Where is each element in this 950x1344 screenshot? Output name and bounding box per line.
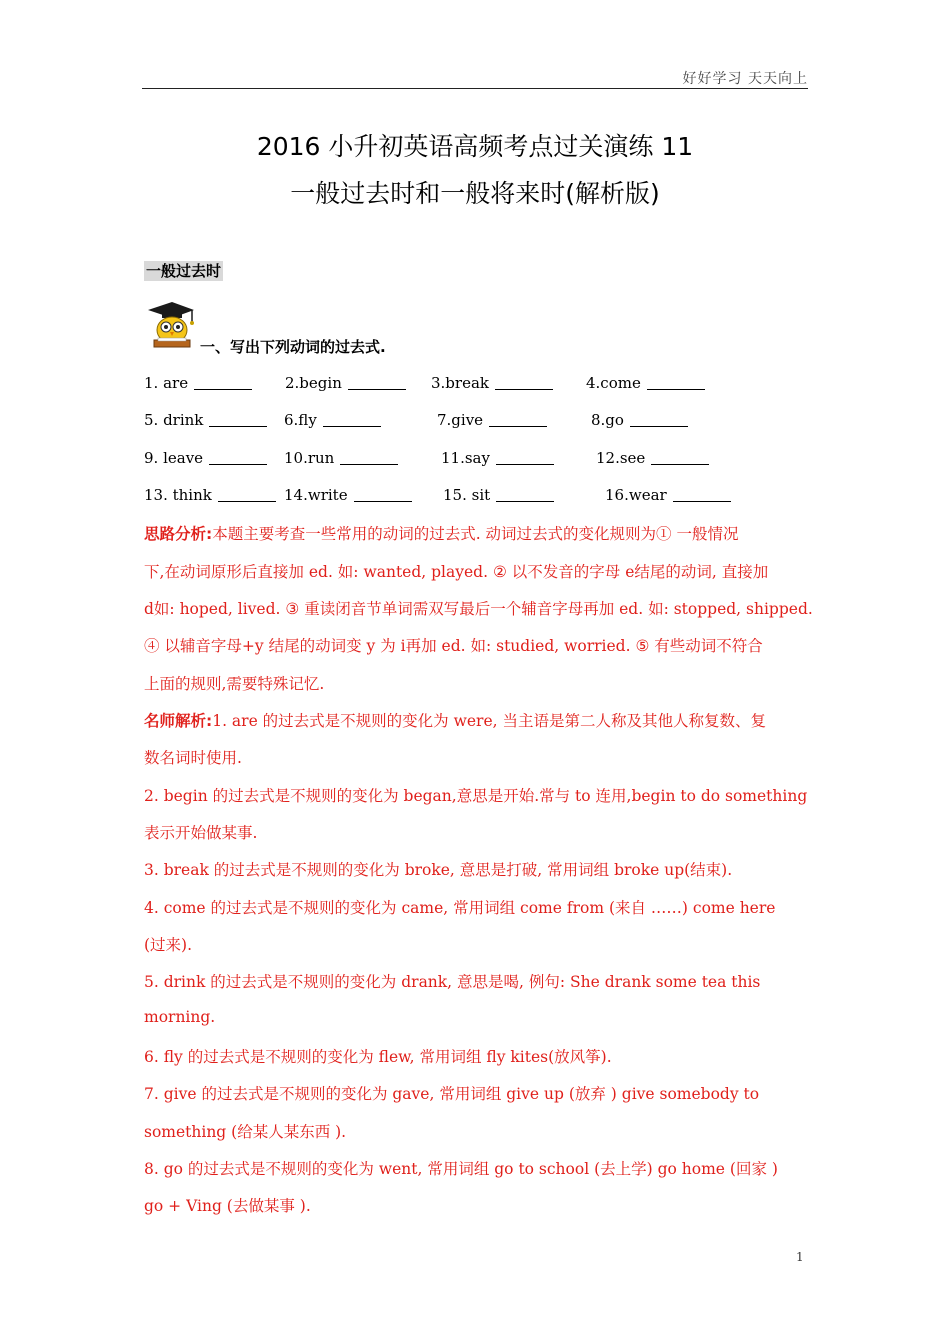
explanation-line: 5. drink 的过去式是不规则的变化为 drank, 意思是喝, 例句: She drank some tea this (144, 973, 761, 991)
explanation-line: 6. fly 的过去式是不规则的变化为 flew, 常用词组 fly kites(放风筝). (144, 1048, 612, 1066)
explanation-line: 2. begin 的过去式是不规则的变化为 began,意思是开始.常与 to 连用,begin to do something (144, 787, 808, 805)
question-item: 9. leave (144, 449, 267, 467)
page-title: 2016 小升初英语高频考点过关演练 11 (256, 132, 694, 161)
section-label: 一般过去时 (146, 262, 222, 280)
question-item: 15. sit (443, 486, 554, 504)
analysis-line: d如: hoped, lived. ③ 重读闭音节单词需双写最后一个辅音字母再加 ed. 如: stopped, shipped. (144, 600, 813, 618)
question-item: 16.wear (605, 486, 731, 504)
question-item: 11.say (441, 449, 554, 467)
analysis-line: 思路分析:本题主要考查一些常用的动词的过去式. 动词过去式的变化规则为① 一般情况 (144, 525, 739, 543)
answer-blank[interactable] (209, 412, 267, 427)
explanation-line: 8. go 的过去式是不规则的变化为 went, 常用词组 go to school (去上学) go home (回家 ) (144, 1160, 778, 1178)
explanation-line: go + Ving (去做某事 ). (144, 1197, 311, 1215)
answer-blank[interactable] (496, 487, 554, 502)
explanation-line: morning. (144, 1008, 216, 1026)
analysis-line: 上面的规则,需要特殊记忆. (144, 675, 325, 693)
explanation-line: 3. break 的过去式是不规则的变化为 broke, 意思是打破, 常用词组 broke up(结束). (144, 861, 733, 879)
answer-blank[interactable] (323, 412, 381, 427)
question-item: 2.begin (285, 374, 406, 392)
answer-blank[interactable] (496, 450, 554, 465)
question-item: 14.write (284, 486, 412, 504)
answer-blank[interactable] (673, 487, 731, 502)
question-item: 5. drink (144, 411, 267, 429)
exercise-heading: 一、写出下列动词的过去式. (200, 338, 386, 356)
answer-blank[interactable] (630, 412, 688, 427)
owl-graduate-icon (142, 296, 198, 352)
answer-blank[interactable] (218, 487, 276, 502)
question-item: 12.see (596, 449, 709, 467)
question-item: 10.run (284, 449, 398, 467)
explanation-line: 4. come 的过去式是不规则的变化为 came, 常用词组 come from (来自 ……) come here (144, 899, 776, 917)
explanation-line: something (给某人某东西 ). (144, 1123, 347, 1141)
explanation-line: 数名词时使用. (144, 749, 242, 767)
explanation-line: 表示开始做某事. (144, 824, 258, 842)
question-item: 4.come (586, 374, 705, 392)
answer-blank[interactable] (194, 375, 252, 390)
header-motto: 好好学习 天天向上 (682, 71, 808, 87)
explanation-label: 名师解析: (144, 712, 213, 730)
page-number: 1 (796, 1250, 804, 1264)
answer-blank[interactable] (489, 412, 547, 427)
header-rule (142, 88, 808, 89)
explanation-line: (过来). (144, 936, 193, 954)
page-subtitle: 一般过去时和一般将来时(解析版) (290, 179, 660, 208)
analysis-label: 思路分析: (144, 525, 213, 543)
question-item: 3.break (431, 374, 553, 392)
answer-blank[interactable] (348, 375, 406, 390)
question-item: 1. are (144, 374, 252, 392)
answer-blank[interactable] (209, 450, 267, 465)
explanation-line: 7. give 的过去式是不规则的变化为 gave, 常用词组 give up (放弃 ) give somebody to (144, 1085, 760, 1103)
question-item: 13. think (144, 486, 276, 504)
question-item: 8.go (591, 411, 688, 429)
answer-blank[interactable] (340, 450, 398, 465)
analysis-line: ④ 以辅音字母+y 结尾的动词变 y 为 i再加 ed. 如: studied, worried. ⑤ 有些动词不符合 (144, 637, 763, 655)
question-item: 6.fly (284, 411, 381, 429)
answer-blank[interactable] (651, 450, 709, 465)
answer-blank[interactable] (354, 487, 412, 502)
analysis-line: 下,在动词原形后直接加 ed. 如: wanted, played. ② 以不发音的字母 e结尾的动词, 直接加 (144, 563, 769, 581)
answer-blank[interactable] (647, 375, 705, 390)
question-item: 7.give (437, 411, 547, 429)
explanation-line: 名师解析:1. are 的过去式是不规则的变化为 were, 当主语是第二人称及其他人称复数、复 (144, 712, 766, 730)
answer-blank[interactable] (495, 375, 553, 390)
